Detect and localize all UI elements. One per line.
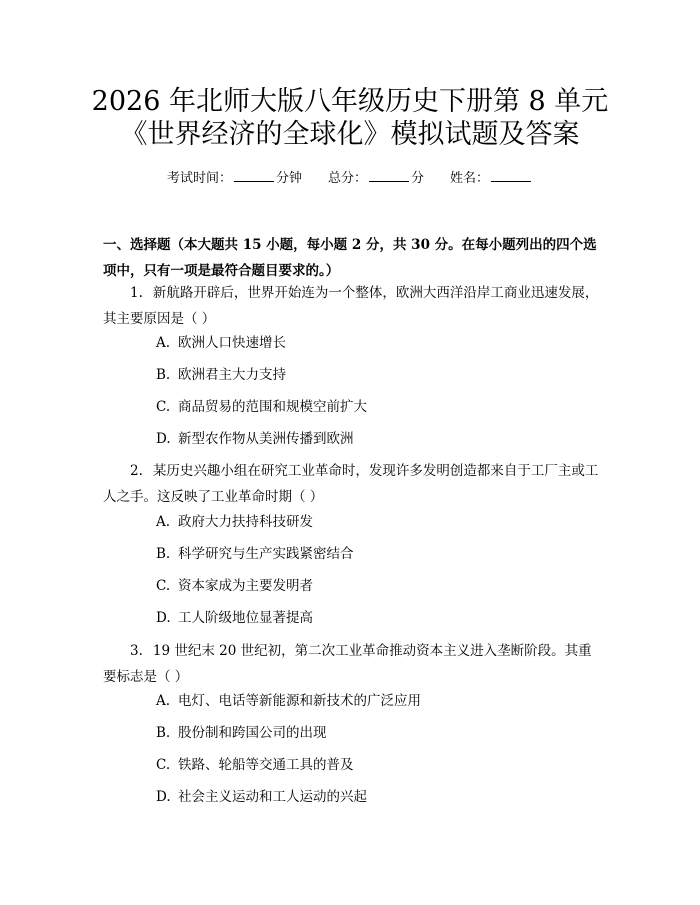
total-score-label: 总分： (327, 171, 367, 186)
question-2-option-a: A. 政府大力扶持科技研发 (156, 514, 313, 530)
question-text: 19 世纪末 20 世纪初，第二次工业革命推动资本主义进入垄断阶段。其重要标志是（ ） (103, 643, 592, 685)
student-name-label: 姓名： (450, 171, 490, 186)
question-3-option-a: A. 电灯、电话等新能源和新技术的广泛应用 (156, 693, 421, 709)
question-1-option-c: C. 商品贸易的范围和规模空前扩大 (156, 399, 367, 415)
question-text: 某历史兴趣小组在研究工业革命时，发现许多发明创造都来自于工厂主或工人之手。这反映了工业革命时期（ ） (103, 463, 599, 505)
question-2-option-d: D. 工人阶级地位显著提高 (156, 610, 313, 626)
question-text: 新航路开辟后，世界开始连为一个整体，欧洲大西洋沿岸工商业迅速发展，其主要原因是（ ） (103, 285, 599, 327)
question-3-stem (103, 638, 603, 690)
question-number: 2. (130, 463, 143, 479)
question-2-option-c: C. 资本家成为主要发明者 (156, 578, 313, 594)
question-1-option-a: A. 欧洲人口快速增长 (156, 335, 286, 351)
section-heading: 一、选择题（本大题共 15 小题，每小题 2 分，共 30 分。在每小题列出的四个选项中，只有一项是最符合题目要求的。） (103, 237, 597, 279)
document-title-line1: 2026 年北师大版八年级历史下册第 8 单元 (91, 86, 609, 117)
total-score-blank (369, 169, 409, 182)
exam-info (0, 169, 700, 188)
exam-time-label: 考试时间： (166, 171, 232, 186)
question-number: 3. (130, 643, 143, 659)
exam-time-unit: 分钟 (275, 171, 302, 186)
question-1-stem (103, 280, 603, 332)
total-score-unit: 分 (411, 171, 425, 186)
question-1-option-b: B. 欧洲君主大力支持 (156, 367, 286, 383)
document-title-line2: 《世界经济的全球化》模拟试题及答案 (120, 119, 580, 150)
exam-time-blank (234, 169, 274, 182)
student-name-blank (491, 169, 531, 182)
question-3-option-c: C. 铁路、轮船等交通工具的普及 (156, 757, 354, 773)
question-number: 1. (130, 285, 143, 301)
question-2-stem (103, 458, 603, 510)
question-2-option-b: B. 科学研究与生产实践紧密结合 (156, 546, 354, 562)
question-3-option-b: B. 股份制和跨国公司的出现 (156, 725, 327, 741)
question-1-option-d: D. 新型农作物从美洲传播到欧洲 (156, 431, 354, 447)
question-3-option-d: D. 社会主义运动和工人运动的兴起 (156, 789, 367, 805)
